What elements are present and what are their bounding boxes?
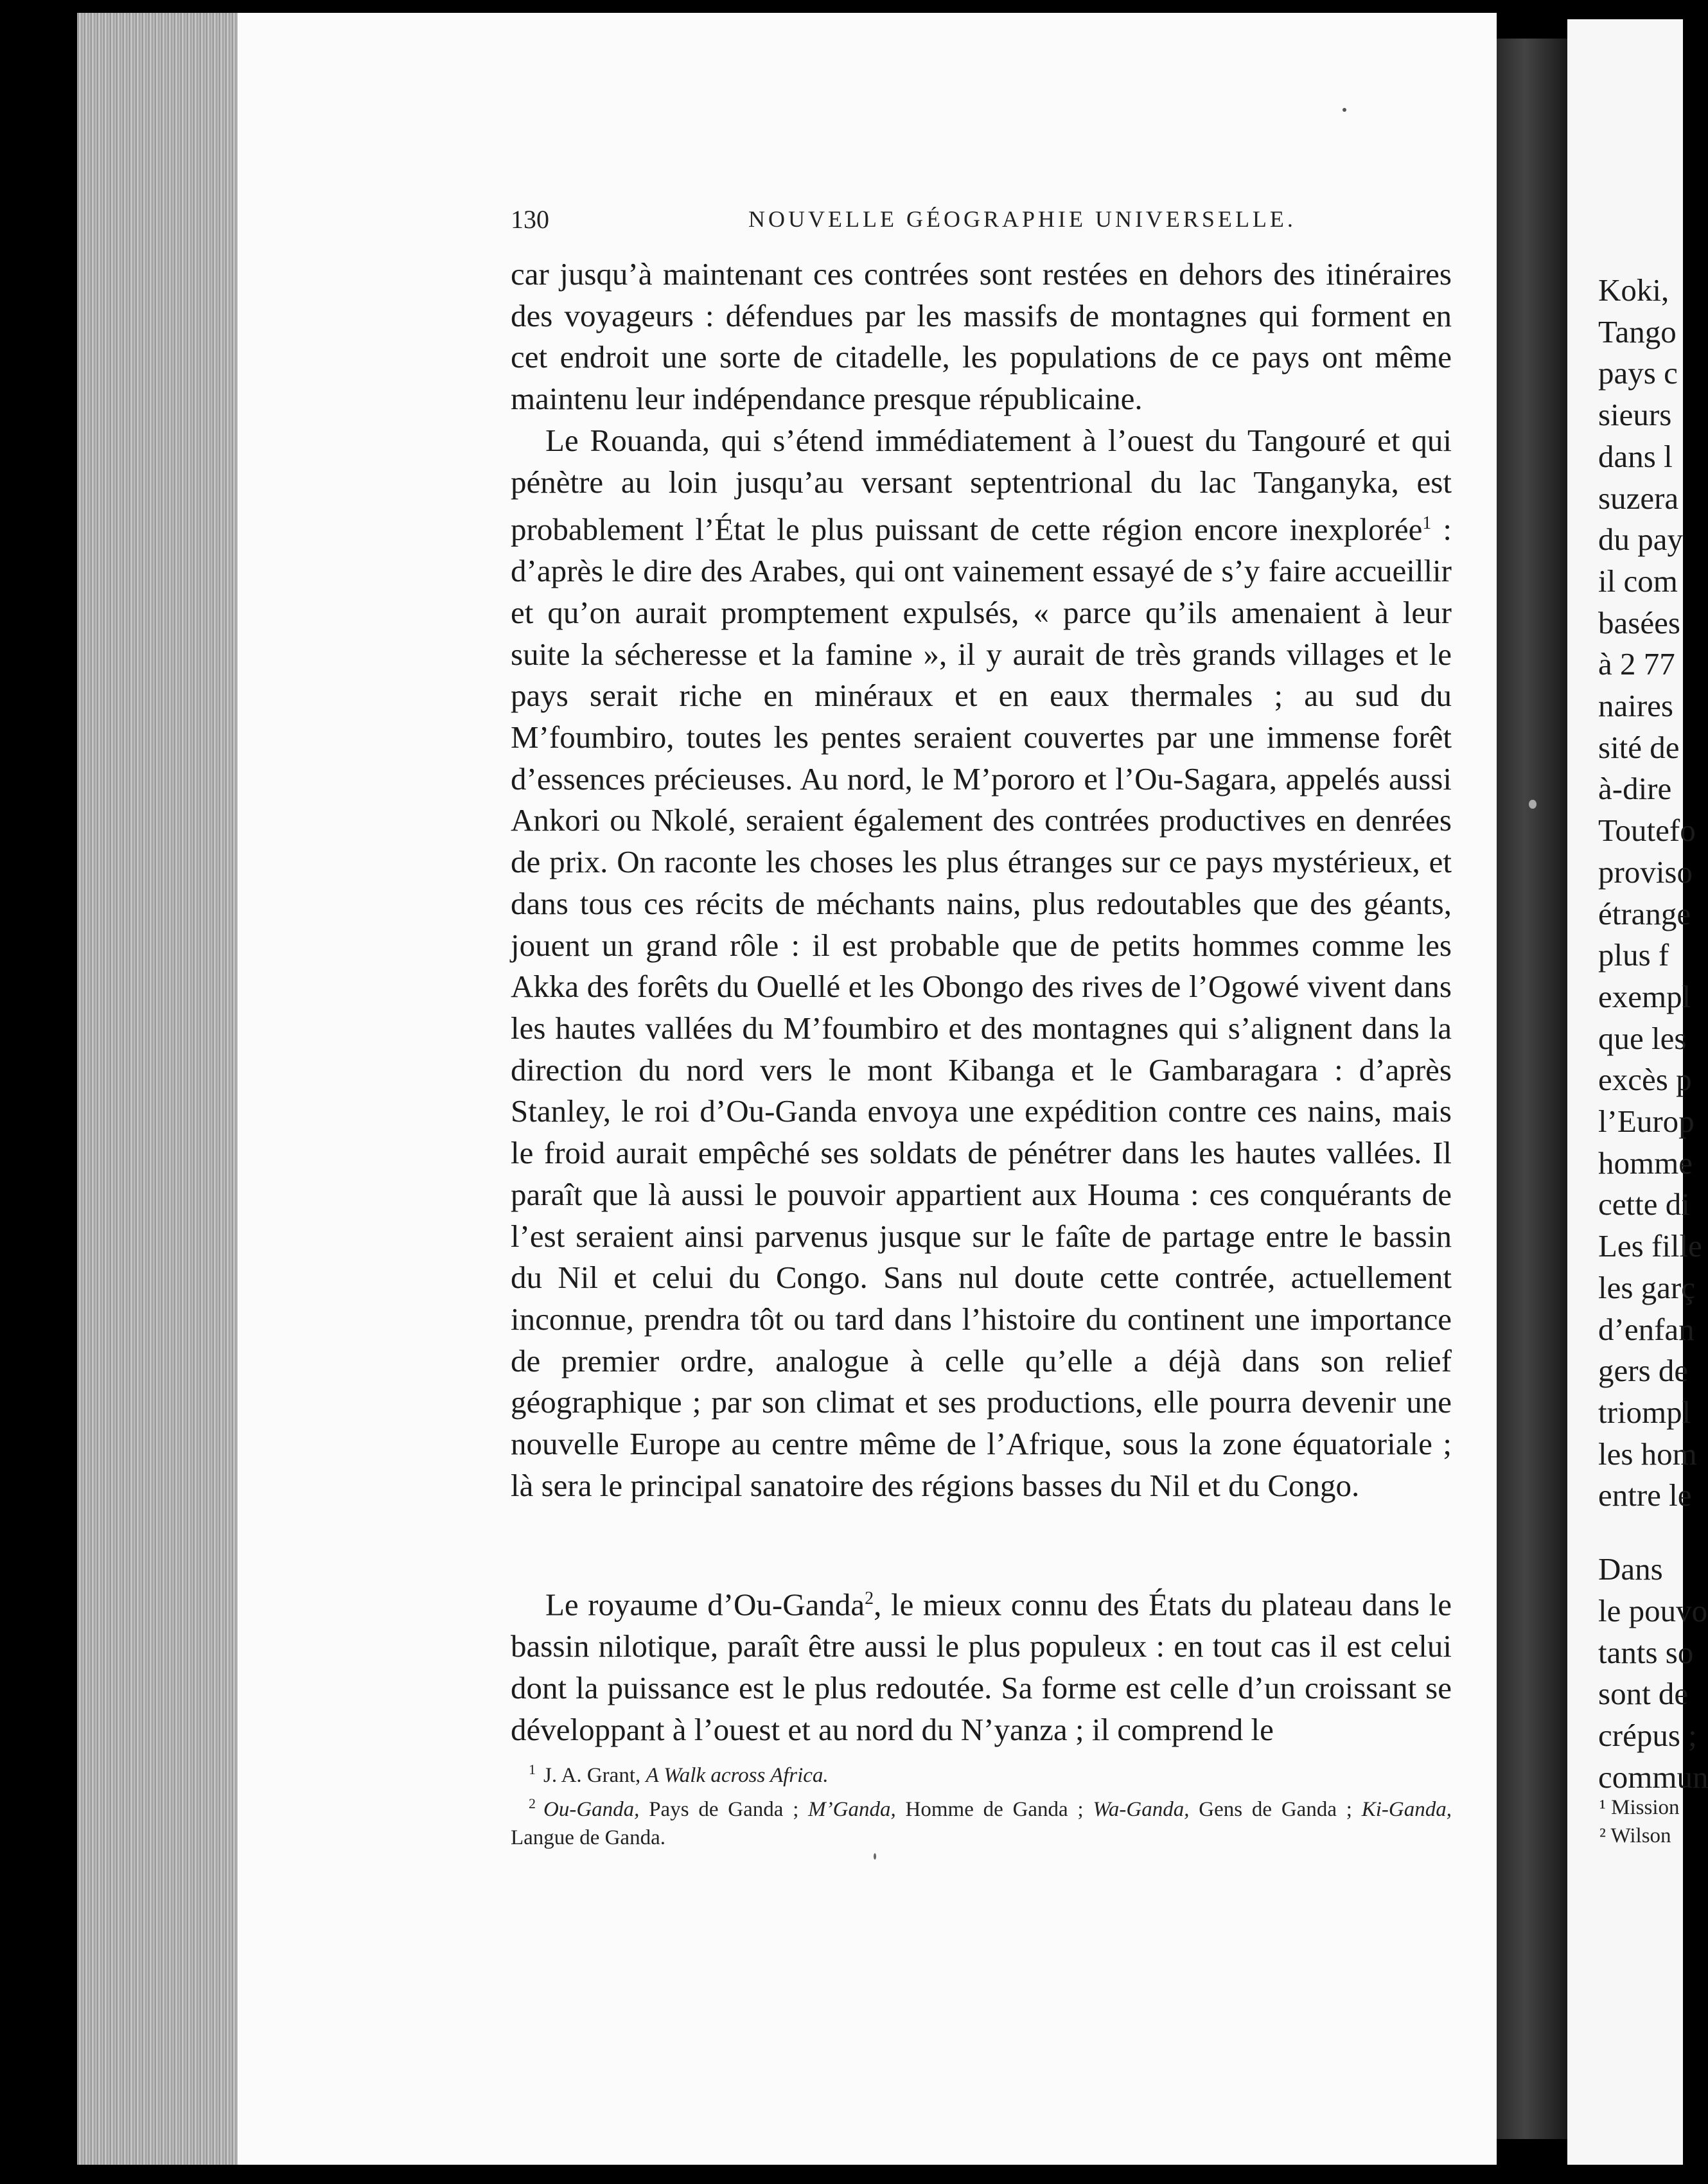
facing-page-line: sont de (1598, 1676, 1689, 1712)
facing-page-footnote: ² Wilson (1599, 1824, 1671, 1847)
facing-page-line: les hom (1598, 1436, 1697, 1472)
facing-page-line: homme (1598, 1145, 1693, 1181)
facing-page-footnote: ¹ Mission (1599, 1796, 1680, 1819)
facing-page-line: dans l (1598, 438, 1673, 474)
facing-page-line: pays c (1598, 355, 1678, 391)
footnote-ref-1: 1 (1422, 513, 1432, 534)
facing-page-line: triompl (1598, 1394, 1691, 1430)
paragraph-3: Le royaume d’Ou-Ganda$^2$, le mieux connu des États du plateau dans le bassin nilotique, paraît être aussi le plus populeux : en tout cas il est celui dont la puissance est le plus redoutée. Sa forme est celle d’un croissant se développant à l’ouest et au nord du N’yanza ; il comprend le (511, 1587, 1452, 1747)
facing-page-line: sité de (1598, 729, 1680, 765)
facing-page-line: tants so (1598, 1634, 1694, 1670)
facing-page-line: gers de (1598, 1353, 1689, 1389)
facing-page-line: le pouvo (1598, 1592, 1708, 1628)
facing-page-line: Toutefo (1598, 813, 1696, 849)
paragraph-1: car jusqu’à maintenant ces contrées sont restées en dehors des itinéraires des voyageurs : défendues par les massifs de montagnes qui forment en cet endroit une sorte de citadelle, les populations de ce pays ont même maintenu leur indépendance presque républicaine. (511, 256, 1452, 417)
facing-page-line: excès p (1598, 1062, 1692, 1098)
facing-page-line: basées (1598, 604, 1680, 640)
footnote-2: $^2$ Ou-Ganda, Pays de Ganda ; M’Ganda, Homme de Ganda ; Wa-Ganda, Gens de Ganda ; Ki-Ganda, Langue de Ganda. (511, 1795, 1452, 1849)
facing-page-line: proviso (1598, 854, 1693, 890)
facing-page-line: Les fille (1598, 1228, 1702, 1264)
facing-page-line: entre le (1598, 1477, 1692, 1513)
facing-page-line: étrange (1598, 895, 1691, 931)
facing-page-line: l’Europ (1598, 1104, 1695, 1140)
facing-page-line: d’enfan (1598, 1311, 1695, 1347)
book-gutter (1497, 39, 1567, 2139)
footnotes (511, 1756, 1452, 1852)
facing-page-line: Dans (1598, 1551, 1663, 1587)
facing-page-line: naires (1598, 688, 1673, 724)
facing-page-line: Tango (1598, 313, 1677, 349)
page-number: 130 (511, 205, 549, 234)
facing-page-footnotes (1599, 1793, 1680, 1850)
facing-page-text (1598, 270, 1708, 1798)
facing-page (1567, 19, 1708, 2165)
facing-page-line: à 2 77 (1598, 646, 1675, 682)
facing-page-line: suzera (1598, 480, 1679, 516)
speck (874, 1853, 876, 1860)
facing-page-line: Koki, (1598, 272, 1669, 308)
facing-page-line: du pay (1598, 522, 1683, 558)
body-text (511, 254, 1452, 1751)
footnote-1: $^1$ J. A. Grant, A Walk across Africa. (529, 1761, 829, 1787)
facing-page-line: crépus ; (1598, 1717, 1697, 1753)
facing-page-line: cette di (1598, 1186, 1690, 1222)
paragraph-2: Le Rouanda, qui s’étend immédiatement à l’ouest du Tangouré et qui pénètre au loin jusqu’au versant septentrional du lac Tanganyka, est probablement l’État le plus puissant de cette région encore inexplorée$^1$ : d’après le dire des Arabes, qui ont vainement essayé de s’y faire accueillir et qu’on aurait promptement expulsés, « parce qu’ils amenaient à leur suite la sécheresse et la famine », il y aurait de très grands villages et le pays serait riche en minéraux et en eaux thermales ; au sud du M’foumbiro, toutes les pentes seraient couvertes par une immense forêt d’essences précieuses. Au nord, le M’pororo et l’Ou-Sagara, appelés aussi Ankori ou Nkolé, seraient également des contrées productives en denrées de prix. On raconte les choses les plus étranges sur ce pays mystérieux, et dans tous ces récits de méchants nains, plus redoutables que des géants, jouent un grand rôle : il est probable que de petits hommes comme les Akka des forêts du Ouellé et les Obongo des rives de l’Ogowé vivent dans les hautes vallées du M’foumbiro et des montagnes qui s’alignent dans la direction du nord vers le mont Kibanga et le Gambaragara : d’après Stanley, le roi d’Ou-Ganda envoya une expédition contre ces nains, mais le froid aurait empêché ses soldats de pénétrer dans les hautes vallées. Il paraît que là aussi le pouvoir appartient aux Houma : ces conquérants de l’est seraient ainsi parvenus jusque sur le faîte de partage entre le bassin du Nil et celui du Congo. Sans nul doute cette contrée, actuellement inconnue, prendra tôt ou tard dans l’histoire du continent une importance de premier ordre, analogue à celle qu’elle a déjà dans son relief géographique ; par son climat et ses productions, elle pourra devenir une nouvelle Europe au centre même de l’Afrique, sous la zone équatoriale ; là sera le principal sanatoire des régions basses du Nil et du Congo. (511, 422, 1452, 1503)
facing-page-line: les garç (1598, 1269, 1695, 1305)
facing-page-line: que les (1598, 1020, 1687, 1056)
speck (1529, 800, 1536, 809)
facing-page-line: il com (1598, 563, 1678, 599)
footnote-ref-2: 2 (865, 1589, 874, 1609)
facing-page-line: exempl (1598, 978, 1691, 1014)
facing-page-line: à-dire (1598, 771, 1672, 807)
facing-page-line: commun (1598, 1759, 1708, 1795)
speck (1343, 108, 1346, 112)
page-header (511, 204, 1455, 236)
running-title: NOUVELLE GÉOGRAPHIE UNIVERSELLE. (748, 206, 1296, 232)
facing-page-line: plus f (1598, 937, 1669, 973)
facing-page-line: sieurs (1598, 397, 1672, 433)
page-stack-edge (77, 13, 244, 2165)
